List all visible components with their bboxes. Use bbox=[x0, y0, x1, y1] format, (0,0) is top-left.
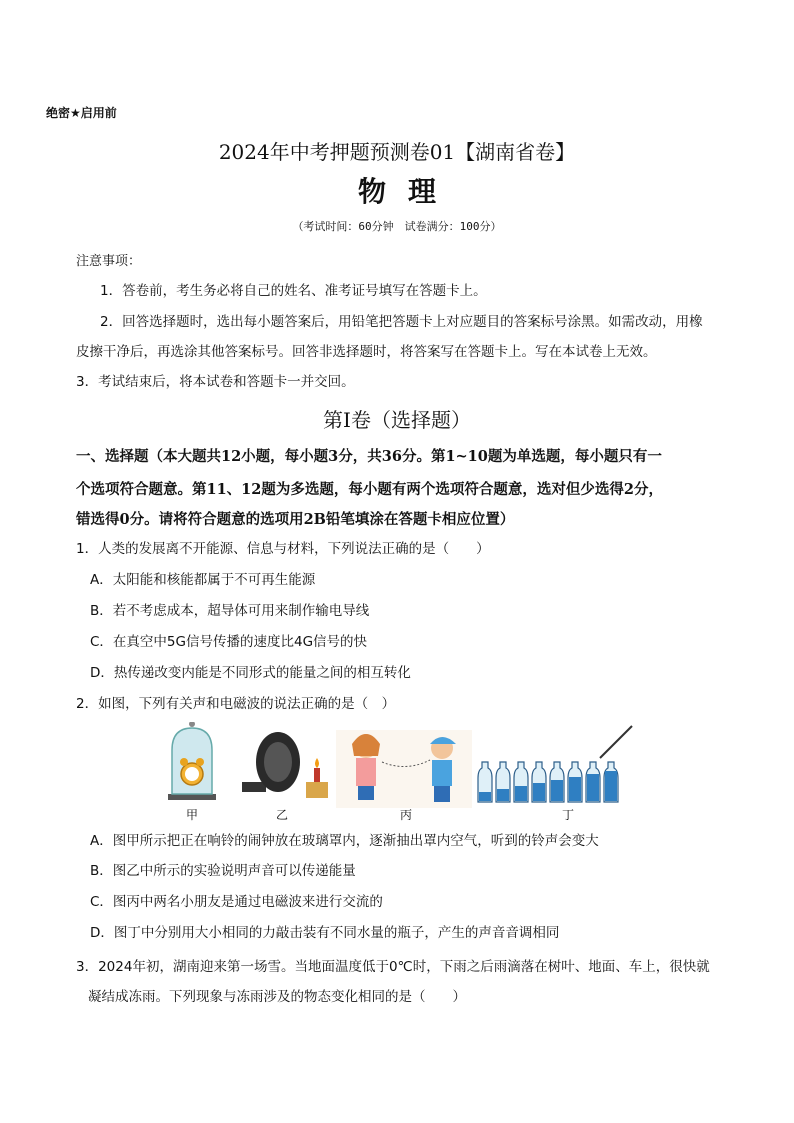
exam-info: （考试时间：60分钟 试卷满分：100分） bbox=[292, 220, 502, 233]
q1-option-d: D．热传递改变内能是不同形式的能量之间的相互转化 bbox=[90, 665, 411, 681]
q2-option-d: D．图丁中分别用大小相同的力敲击装有不同水量的瓶子，产生的声音音调相同 bbox=[90, 925, 560, 941]
q1-option-b: B．若不考虑成本，超导体可用来制作输电导线 bbox=[90, 603, 370, 619]
speaker-candle-image bbox=[242, 732, 328, 798]
figure-caption-ding: 丁 bbox=[562, 808, 575, 822]
q3-stem-line2: 凝结成冻雨。下列现象与冻雨涉及的物态变化相同的是（ ） bbox=[88, 989, 466, 1005]
q3-stem-line1: 3．2024年初，湖南迎来第一场雪。当地面温度低于0℃时，下雨之后雨滴落在树叶、地面、车上，很快就 bbox=[76, 959, 710, 975]
notice-item-2b: 皮擦干净后，再选涂其他答案标号。回答非选择题时，将答案写在答题卡上。写在本试卷上无效。 bbox=[76, 344, 657, 360]
section-instruction-2: 个选项符合题意。第11、12题为多选题，每小题有两个选项符合题意，选对但少选得2分， bbox=[76, 481, 663, 498]
children-string-phone-image bbox=[336, 730, 472, 808]
notice-item-2a: 2．回答选择题时，选出每小题答案后，用铅笔把答题卡上对应题目的答案标号涂黑。如需改动，用橡 bbox=[100, 314, 703, 330]
notice-item-3: 3．考试结束后，将本试卷和答题卡一并交回。 bbox=[76, 374, 355, 390]
q1-stem: 1．人类的发展离不开能源、信息与材料，下列说法正确的是（ ） bbox=[76, 541, 490, 557]
exam-title: 2024年中考押题预测卷01【湖南省卷】 bbox=[218, 140, 576, 164]
figure-caption-yi: 乙 bbox=[276, 808, 289, 822]
section-instruction-1: 一、选择题（本大题共12小题，每小题3分，共36分。第1~10题为单选题，每小题只有一 bbox=[76, 448, 662, 465]
section-title: 第Ⅰ卷（选择题） bbox=[323, 408, 471, 432]
q2-option-b: B．图乙中所示的实验说明声音可以传递能量 bbox=[90, 863, 356, 879]
notice-heading: 注意事项： bbox=[76, 254, 142, 269]
water-bottles-image bbox=[478, 726, 632, 802]
q1-option-c: C．在真空中5G信号传播的速度比4G信号的快 bbox=[90, 634, 368, 650]
q2-stem: 2．如图，下列有关声和电磁波的说法正确的是（ ） bbox=[76, 696, 396, 712]
bell-jar-clock-image bbox=[168, 722, 216, 800]
figure-caption-bing: 丙 bbox=[400, 808, 413, 822]
confidential-mark: 绝密★启用前 bbox=[46, 106, 117, 120]
section-instruction-3: 错选得0分。请将符合题意的选项用2B铅笔填涂在答题卡相应位置） bbox=[76, 511, 515, 528]
notice-item-1: 1．答卷前，考生务必将自己的姓名、准考证号填写在答题卡上。 bbox=[100, 283, 487, 299]
q2-option-c: C．图丙中两名小朋友是通过电磁波来进行交流的 bbox=[90, 894, 383, 910]
q2-option-a: A．图甲所示把正在响铃的闹钟放在玻璃罩内，逐渐抽出罩内空气，听到的铃声会变大 bbox=[90, 833, 599, 849]
q1-option-a: A．太阳能和核能都属于不可再生能源 bbox=[90, 572, 316, 588]
subject-title: 物理 bbox=[357, 175, 458, 208]
figure-caption-jia: 甲 bbox=[186, 808, 199, 822]
